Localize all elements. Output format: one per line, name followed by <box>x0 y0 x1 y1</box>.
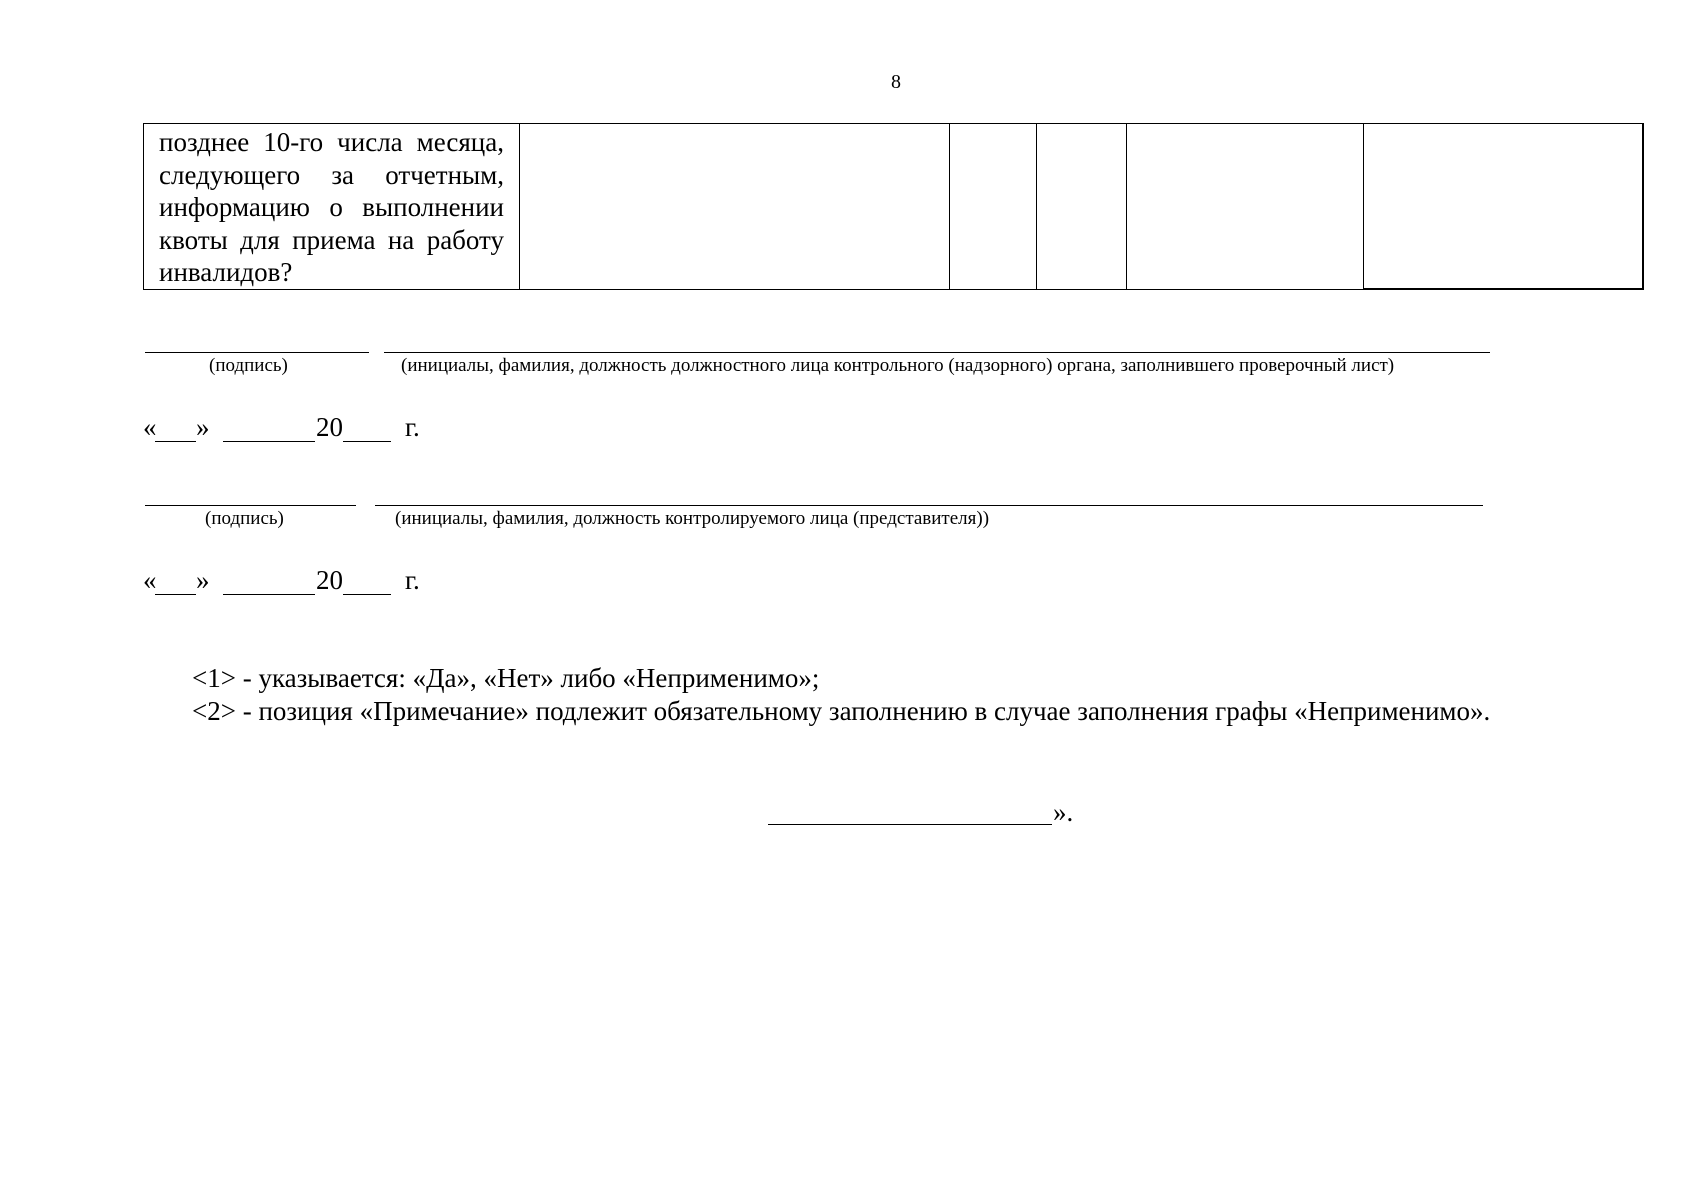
controlled-person-name-line[interactable] <box>375 505 1483 506</box>
date-close-quote: » <box>196 412 210 442</box>
answer-yes-cell[interactable] <box>950 124 1037 290</box>
date-year-blank[interactable] <box>343 441 391 442</box>
answer-not-applicable-cell[interactable] <box>1127 124 1364 290</box>
closing-end-mark: ». <box>1053 797 1074 827</box>
page-number: 8 <box>891 71 901 93</box>
date-month-blank[interactable] <box>223 594 315 595</box>
date-open-quote: « <box>143 565 157 595</box>
requirement-cell[interactable] <box>520 124 950 290</box>
controlled-person-signature-line[interactable] <box>145 505 356 506</box>
date-century: 20 <box>316 412 343 442</box>
date-year-blank[interactable] <box>343 594 391 595</box>
controlled-person-signature-caption: (подпись) <box>205 508 284 529</box>
date-open-quote: « <box>143 412 157 442</box>
controlled-person-name-caption: (инициалы, фамилия, должность контролируемого лица (представителя)) <box>395 508 990 529</box>
date-year-suffix: г. <box>405 565 420 595</box>
date-century: 20 <box>316 565 343 595</box>
inspector-signature-line[interactable] <box>145 352 369 353</box>
closing-blank[interactable] <box>768 824 1052 825</box>
closing-line <box>768 797 1088 831</box>
inspector-signature-caption: (подпись) <box>209 355 288 376</box>
checklist-table <box>143 123 1644 290</box>
table-row <box>144 124 1643 290</box>
inspector-name-caption: (инициалы, фамилия, должность должностного лица контрольного (надзорного) органа, заполнившего проверочный лист) <box>401 355 1395 376</box>
footnote-2: <2> - позиция «Примечание» подлежит обязательному заполнению в случае заполнения графы «Неприменимо». <box>192 696 1491 726</box>
inspector-name-line[interactable] <box>384 352 1490 353</box>
controlled-person-date-line <box>143 565 443 599</box>
date-year-suffix: г. <box>405 412 420 442</box>
inspector-date-line <box>143 412 443 446</box>
answer-no-cell[interactable] <box>1037 124 1127 290</box>
date-day-blank[interactable] <box>155 594 196 595</box>
footnote-1: <1> - указывается: «Да», «Нет» либо «Неприменимо»; <box>192 663 820 693</box>
date-month-blank[interactable] <box>223 441 315 442</box>
question-cell: позднее 10-го числа месяца, следующего за отчетным, информацию о выполнении квоты для приема на работу инвалидов? <box>144 124 520 290</box>
date-day-blank[interactable] <box>155 441 196 442</box>
note-cell[interactable] <box>1364 124 1643 290</box>
date-close-quote: » <box>196 565 210 595</box>
